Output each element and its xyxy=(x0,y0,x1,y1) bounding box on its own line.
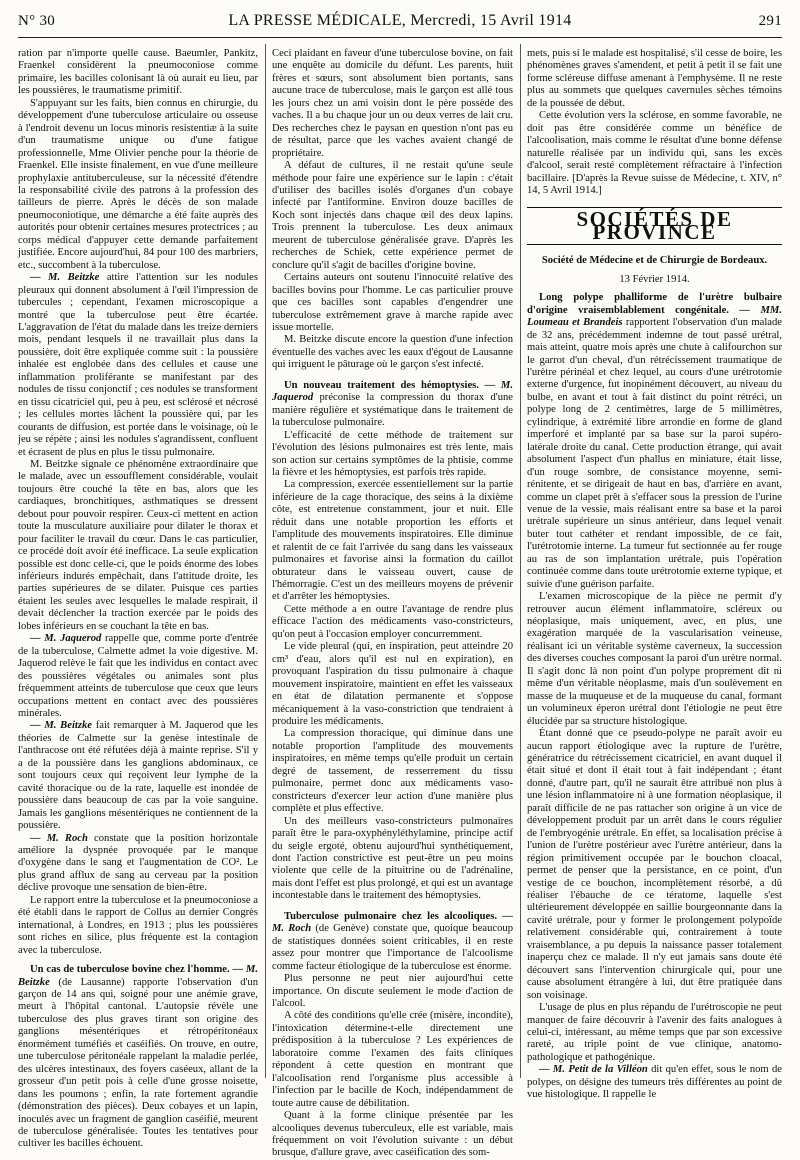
section-paragraph: Tuberculose pulmonaire chez les alcooliques. — M. Roch (de Genève) constate que, quoique beaucoup de statistiques données soient criticables, il en reste assez pour montrer que l'importance de l'alcoolisme comme facteur étiologique de la tuberculose est énorme. xyxy=(272,910,513,972)
paragraph: Certains auteurs ont soutenu l'innocuité relative des bacilles bovins pour l'homme. Le cas particulier prouve que ces bacilles sont capables d'engendrer une tuberculose extrêmement grave à marche rapide avec issue mortelle. xyxy=(272,272,513,333)
section-paragraph: Un nouveau traitement des hémoptysies. — M. Jaquerod préconise la compression du thorax d'une manière régulière et systématique dans le traitement de la tuberculose pulmonaire. xyxy=(272,379,513,429)
section-title: Long polype phalliforme de l'urètre bulbaire d'origine vraisemblablement congénitale. xyxy=(527,292,782,316)
speaker-name: — M. Beitzke xyxy=(30,720,92,732)
journal-title: LA PRESSE MÉDICALE, Mercredi, 15 Avril 1914 xyxy=(228,12,572,29)
paragraph: — M. Beitzke fait remarquer à M. Jaquerod que les théories de Calmette sur la genèse intestinale de l'anthracose ont été réfutées déjà à mainte reprise. S'il y a de la poussière dans les ganglions abdominaux, ce sont toujours ceux qui reçoivent leur lymphe de la cavité thoracique ou de la rate, laquelle est inondée de poussière dans beaucoup de cas par la voie sanguine. Jamais les ganglions mésentériques ne contiennent de la poussière. xyxy=(18,720,258,832)
section-paragraph: Long polype phalliforme de l'urètre bulbaire d'origine vraisemblablement congénitale. — MM. Loumeau et Brandeis rapportent l'observation d'un malade de 32 ans, précédemment indemne de tout passé urétral, mais atteint, quatre mois après une chute à califourchon sur le garrot d'un cheval, d'un rétrécissement traumatique de l'urètre périnéal et chez lequel, au cours d'une urétrotomie externe d'urgence, fut inopinément découvert, au niveau du bulbe, en avant et tout à fait distinct du point rétréci, un polype long de 2 centimètres, large de 5 millimètres, cylindrique, à extrémité libre arrondie en forme de gland imperforé et implanté par sa base sur la paroi supéro-latérale droite du canal. Cette production étrange, qui avait absolument l'aspect d'un phallus en miniature, était lisse, d'un rouge sombre, de consistance moyenne, semi-rénitente, et se dirigeait de haut en bas, d'arrière en avant, comme un clapet prêt à s'effacer sous la pression de l'urine venue de la vessie, mais réalisant entre sa base et la paroi urétrale supérieure un sinus antérieur, dans lequel venait buter tout cathéter et rendant impossible, de ce fait, l'urétrotomie interne. La tumeur fut sectionnée au fer rouge au ras de son implantation urétrale, puis l'opération continuée comme dans toute urétrotomie externe typique, et suivie d'une guérison parfaite. xyxy=(527,292,782,590)
speaker-name: — M. Roch xyxy=(30,832,88,844)
paragraph: S'appuyant sur les faits, bien connus en chirurgie, du développement d'une tuberculose articulaire ou osseuse à l'endroit devenu un locus minoris resistentiæ à la suite d'un traumatisme unique ou d'une fatigue professionnelle, Mme Olivier penche pour la théorie de Fraenkel. Elle insiste finalement, en vue d'une meilleure prophylaxie antituberculeuse, sur la nécessité d'étendre la responsabilité civile des patrons à la profession des tailleurs de pierre. Après le décès de son malade pneumoconiotique, une démarche a été faite auprès des autorités pour obtenir certaines mesures protectrices ; au corps médical d'appuyer cette demande parfaitement justifiée. Encore aujourd'hui, 84 pour 100 des marbriers, etc., succombent à la tuberculose. xyxy=(18,97,258,271)
paragraph: Cette évolution vers la sclérose, en somme favorable, ne doit pas être considérée comme un bénéfice de l'alcoolisation, mais comme le résultat d'une bonne défense naturelle réalisée par un individu qui, sans les excès d'alcool, serait resté complètement réfractaire à l'infection bacillaire. [D'après la Revue suisse de Médecine, t. XIV, n° 14, 5 Avril 1914.] xyxy=(527,110,782,196)
meeting-date: 13 Février 1914. xyxy=(619,273,690,285)
section-paragraph: Un cas de tuberculose bovine chez l'homme. — M. Beitzke (de Lausanne) rapporte l'observation d'un garçon de 14 ans qui, soigné pour une anémie grave, meurt à l'hôpital cantonal. L'autopsie révèle une tuberculose des plus graves tirant son origine des ganglions mésentériques et rétropéritonéaux énormément tuméfiés et caséifiés. On trouve, en outre, une tuberculose péritonéale rappelant la maladie perlée, des ulcères intestinaux, des foyers caséeux, allant de la grosseur d'un petit pois à celle d'une grosse noisette, dans les poumons ; enfin, la rate fortement agrandie (démonstration des pièces). Deux cobayes et un lapin, inoculés avec un fragment de ganglion caséifié, meurent de tuberculose généralisée. Toutes les tentatives pour cultiver les bacilles échouent. xyxy=(18,964,258,1150)
paragraph: L'usage de plus en plus répandu de l'urétroscopie ne peut manquer de faire découvrir à l'avenir des faits analogues à celui-ci, intéressant, au même temps que par son excessive rareté, au triple point de vue clinique, anatomo-pathologique et pathogénique. xyxy=(527,1002,782,1063)
header-rule xyxy=(18,37,782,38)
speaker-name: — M. Beitzke xyxy=(30,272,100,284)
section-banner-title: SOCIÉTÉS DE PROVINCE xyxy=(576,207,733,244)
section-title: Tuberculose pulmonaire chez les alcooliques. xyxy=(284,910,497,922)
column-2 xyxy=(272,48,513,1159)
section-title: Un nouveau traitement des hémoptysies. xyxy=(284,379,479,391)
paragraph: Étant donné que ce pseudo-polype ne paraît avoir eu aucun rapport étiologique avec la rupture de l'urètre, génératrice du rétrécissement cicatriciel, en avant duquel il était situé et dont il était tout à fait indépendant ; étant donné, d'autre part, qu'il ne saurait être attribué non plus à une lésion inflammatoire ni à une formation néoplasique, il paraît difficile de ne pas rattacher son origine à un vice de développement produit par un arrêt dans le cours régulier de l'embryogénie urétrale. En effet, sa localisation précise à l'union de l'urètre postérieur avec l'urètre antérieur, dans la région primitivement occupée par le bouchon cloacal, permet de penser que la persistance, en ce point, d'un vestige de ce bouchon, incomplètement résorbé, a dû réaliser l'ébauche de ce tératome, laquelle s'est ultérieurement développée en saillie bourgeonnante dans la cavité urétrale, pour y former le prolongement polypoïde relativement considérable qui, contrairement à toute vraisemblance, a pu depuis la naissance passer totalement inaperçu chez ce malade. Il n'y eut jamais sans doute été découvert sans l'intervention chirurgicale qui, pour une cause absolument étrangère à lui, dut être pratiquée dans son voisinage. xyxy=(527,728,782,1001)
paragraph: M. Beitzke discute encore la question d'une infection éventuelle des vaches avec les eaux d'égout de Lausanne qui irriguent le pâturage où le garçon s'est infecté. xyxy=(272,334,513,371)
speaker-name: — M. Jaquerod xyxy=(272,379,513,404)
paragraph: La compression, exercée essentiellement sur la partie inférieure de la cage thoracique, des seins à la dixième côte, est entretenue constamment, jour et nuit. Elle réduit dans une notable proportion les efforts et l'amplitude des mouvements inspiratoires. Elle diminue et ralentit de ce fait l'arrivée du sang dans les vaisseaux pulmonaires et favorise ainsi la formation du caillot obturateur dans le vaisseau ouvert, cause de l'hémorragie. C'est un des meilleurs moyens de prévenir et d'arrêter les hémoptysies. xyxy=(272,479,513,603)
speaker-name: — MM. Loumeau et Brandeis xyxy=(527,304,782,329)
paragraph: — M. Petit de la Villéon dit qu'en effet, sous le nom de polypes, on désigne des tumeurs très différentes au point de vue histologique. Il rappelle le xyxy=(527,1064,782,1101)
section-title: Un cas de tuberculose bovine chez l'homme. xyxy=(30,964,230,976)
paragraph: — M. Beitzke attire l'attention sur les nodules pleuraux qui donnent absolument à l'œil l'impression de tubercules ; cependant, l'examen microscopique a montré que la tuberculose peut être écartée. L'aggravation de l'état du malade dans les treize derniers mois, pendant lesquels il ne travaillait plus dans la poussière, doit être expliquée comme suit : la poussière inhalée est englobée dans des cellules et cause une inflammation proliférante se manifestant par des nodules de tissu conjonctif ; ces nodules se transforment en tissu cicatriciel qui, peu à peu, est sclérosé et nécrosé ; les cellules mortes lâchent la poussière qui, par les courants de diffusion, est portée dans le voisinage, où le jeu se répète ; ainsi les nodules s'agrandissent, confluent et écrasent de plus en plus le tissu pulmonaire. xyxy=(18,272,258,458)
paragraph: A défaut de cultures, il ne restait qu'une seule méthode pour faire une expérience sur le lapin : c'était d'utiliser des bacilles isolés d'organes d'un cobaye infecté par l'antiformine. Environ douze bacilles de Koch sont injectés dans chaque œil des deux lapins. Trois prennent la tuberculose. Les deux animaux meurent de tuberculose généralisée grave. D'après les recherches de Schiek, cette expérience permet de conclure qu'il s'agit de bacilles d'origine bovine. xyxy=(272,160,513,271)
paragraph: La compression thoracique, qui diminue dans une notable proportion l'amplitude des mouvements inspiratoires, en même temps qu'elle produit un certain degré de tassement, de resserrement du tissu pulmonaire, permet donc aux médicaments vaso-constricteurs d'exercer leur action d'une manière plus complète et plus effective. xyxy=(272,728,513,815)
paragraph: Plus personne ne peut nier aujourd'hui cette importance. On discute seulement le mode d'action de l'alcool. xyxy=(272,973,513,1009)
paragraph: ration par n'importe quelle cause. Baeumler, Pankitz, Fraenkel considèrent la pneumoconiose comme primaire, les bacilles colonisant là où aurait eu lieu, par les poussières, le traumatisme primitif. xyxy=(18,48,258,97)
paragraph: Le rapport entre la tuberculose et la pneumoconiose a été établi dans le rapport de Collus au dernier Congrès international, à Londres, en 1913 ; plus les poussières sont riches en silice, plus fréquente est la contagion avec la tuberculose. xyxy=(18,894,258,956)
paragraph: L'efficacité de cette méthode de traitement sur l'évolution des lésions pulmonaires est très lente, mais son action sur certains symptômes de la phtisie, comme la fièvre et les hémoptysies, est parfois très rapide. xyxy=(272,429,513,478)
section-banner xyxy=(527,207,782,245)
page-header xyxy=(18,5,782,37)
speaker-name: — M. Petit de la Villéon xyxy=(539,1064,648,1076)
paragraph: mets, puis si le malade est hospitalisé, s'il cesse de boire, les phénomènes graves s'amendent, et petit à petit il se fait une forme scléreuse diffuse amenant à l'emphysème. Il ne reste plus au sommets que quelques cavernules sèches témoins de la poussée de début. xyxy=(527,48,782,109)
column-1 xyxy=(18,48,258,1150)
society-name: Société de Médecine et de Chirurgie de Bordeaux. xyxy=(541,255,768,267)
paragraph: M. Beitzke signale ce phénomène extraordinaire que le malade, avec un essoufflement considérable, voulait toujours être couché la tête en bas, alors que les cardiaques, bronchitiques, asthmatiques se dressent debout pour pouvoir respirer. Ceux-ci mettent en action toute la musculature auxiliaire pour dilater le thorax et pour faciliter le travail du cœur. Dans le cas particulier, ce procédé doit avoir été inefficace. La seule explication possible est donc celle-ci, que le poids énorme des lobes inférieurs indurés empêchait, dans l'attitude droite, les parties supérieures de se dilater. Puisque ces parties étaient les seules avec lesquelles le malade respirait, il devait déclencher la traction exercée par le poids des lobes inférieurs en se couchant la tête en bas. xyxy=(18,458,258,632)
paragraph: A côté des conditions qu'elle crée (misère, incondite), l'intoxication détermine-t-elle directement une prédisposition à la tuberculose ? Les expériences de laboratoire comme l'examen des faits cliniques répondent à cette question en montrant que l'alcoolisation rend l'organisme plus accessible à l'infection par le bacille de Koch, indépendamment de toute autre cause de débilitation. xyxy=(272,1010,513,1109)
speaker-name: — M. Roch xyxy=(272,910,513,935)
speaker-name: — M. Beitzke xyxy=(18,964,258,988)
paragraph: — M. Jaquerod rappelle que, comme porte d'entrée de la tuberculose, Calmette admet la voie digestive. M. Jaquerod relève le fait que les individus en contact avec des poussières végétales ou animales sont plus fréquemment atteints de tuberculose que ceux que leurs occupations mettent en contact avec des poussières minérales. xyxy=(18,633,258,720)
speaker-name: — M. Jaquerod xyxy=(30,633,102,645)
paragraph: Quant à la forme clinique présentée par les alcooliques devenus tuberculeux, elle est variable, mais fréquemment on voit l'évolution suivante : un début brusque, d'allure grave, avec caséification des som- xyxy=(272,1110,513,1159)
paragraph: — M. Roch constate que la position horizontale améliore la dyspnée provoquée par le manque d'oxygène dans le sang et l'augmentation de CO². Le plus grand afflux de sang au cerveau par la position déclive provoque une sensation de bien-être. xyxy=(18,832,258,894)
paragraph: Un des meilleurs vaso-constricteurs pulmonaires paraît être le para-oxyphényléthylamine, principe actif du seigle ergoté, obtenu aujourd'hui synthétiquement, dont l'action constrictive est peut-être un peu moins violente que celle de la pituitrine ou de l'adrénaline, mais dont l'effet est plus prolongé, et qui est un avantage incontestable dans le traitement des hémoptysies. xyxy=(272,815,513,902)
page-number: 291 xyxy=(758,12,782,29)
column-3 xyxy=(527,48,782,1101)
paragraph: Ceci plaidant en faveur d'une tuberculose bovine, on fait une enquête au domicile du défunt. Les parents, huit frères et sœurs, sont absolument bien portants, sans aucune trace de tuberculose, mais le garçon est allé tous les jours chez un ami voisin dont le père possède des vaches. Il a bu chaque jour un ou deux verres de lait cru. Des recherches chez le paysan en question n'ont pas eu de résultat, parce que les vaches avaient changé de propriétaire. xyxy=(272,48,513,159)
paragraph: Cette méthode a en outre l'avantage de rendre plus efficace l'action des médicaments vaso-constricteurs, qu'on peut à l'occasion employer concurremment. xyxy=(272,603,513,640)
paragraph: Le vide pleural (qui, en inspiration, peut atteindre 20 cm³ d'eau, alors qu'il est nul en expiration), en provoquant l'aspiration du tissu pulmonaire à chaque mouvement inspiratoire, maintient en effet les vaisseaux en état de dilatation permanente et s'oppose mécaniquement à la vaso-constriction que tendraient à produire les médicaments. xyxy=(272,641,513,728)
column-divider-1 xyxy=(265,44,266,1078)
issue-number: N° 30 xyxy=(18,12,56,29)
column-divider-2 xyxy=(520,44,521,1078)
paragraph: L'examen microscopique de la pièce ne permit d'y retrouver aucun élément inflammatoire, scléreux ou néoplasique, mais uniquement, avec, en plus, une exagération marquée de la vascularisation veineuse, réalisant ici un véritable système caverneux, la succession des diverses couches composant la paroi d'un urètre normal. Il s'agit donc là non point d'un polype proprement dit ni même d'un véritable néoplasme, mais d'un soulèvement en masse de la muqueuse et de la muqueuse du canal, formant un volumineux éperon urétral dont l'étiologie ne peut être élucidée par sa structure histologique. xyxy=(527,591,782,727)
